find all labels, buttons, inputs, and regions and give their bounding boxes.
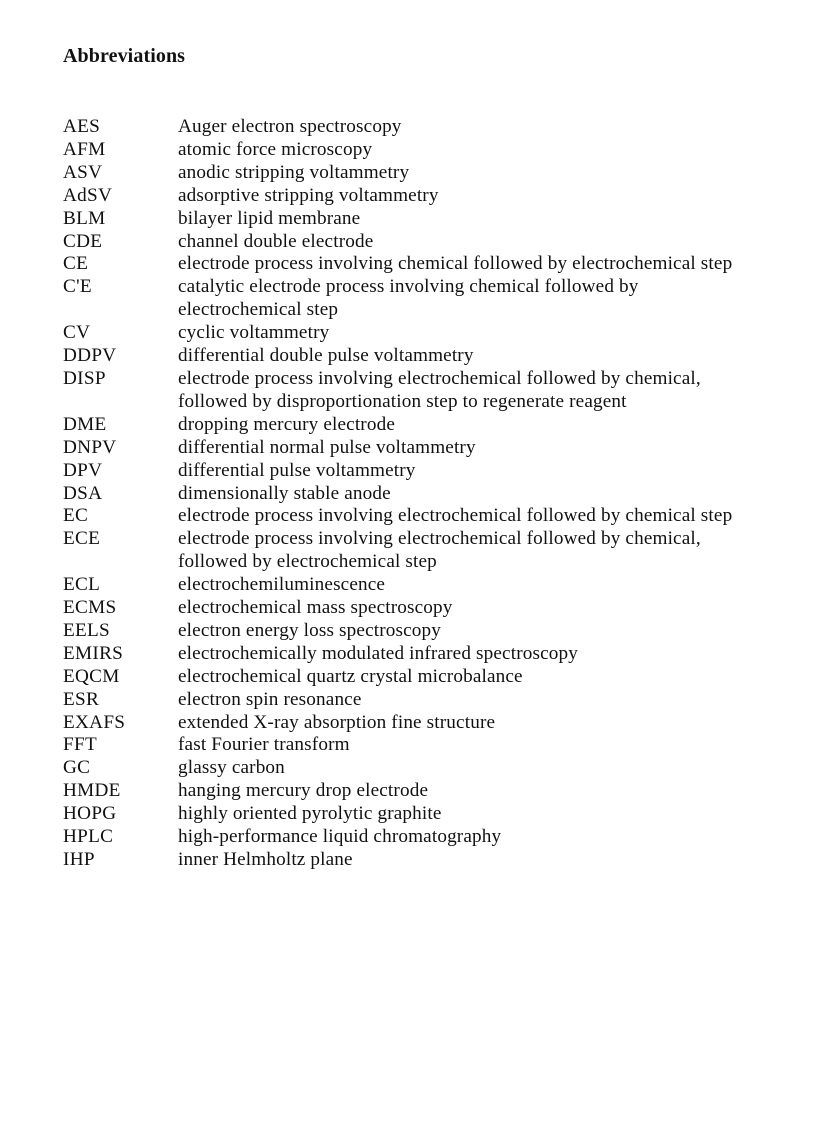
abbreviation-definition: glassy carbon: [178, 757, 285, 779]
abbreviation-term: HPLC: [63, 826, 114, 848]
list-item: [63, 460, 753, 483]
list-item: [63, 345, 753, 368]
abbreviation-term: EC: [63, 505, 89, 527]
abbreviation-term: CE: [63, 253, 89, 275]
abbreviation-term: EQCM: [63, 665, 120, 687]
abbreviation-term: DNPV: [63, 436, 117, 458]
list-item: [63, 162, 753, 185]
list-item: [63, 620, 753, 643]
list-item: [63, 643, 753, 666]
abbreviation-list: [63, 116, 753, 872]
list-item: [63, 689, 753, 712]
abbreviation-definition: fast Fourier transform: [178, 734, 350, 756]
list-item: [63, 368, 753, 414]
abbreviation-definition: high-performance liquid chromatography: [178, 826, 502, 848]
abbreviation-definition: Auger electron spectroscopy: [178, 116, 402, 137]
abbreviation-definition: differential pulse voltammetry: [178, 459, 416, 481]
abbreviation-definition: electrode process involving chemical followed by electrochemical step: [178, 253, 733, 275]
abbreviation-term: ECE: [63, 528, 101, 550]
abbreviation-term: AdSV: [63, 184, 113, 206]
abbreviation-term: DPV: [63, 459, 103, 481]
list-item: [63, 826, 753, 849]
list-item: [63, 437, 753, 460]
abbreviation-term: ECMS: [63, 597, 117, 619]
list-item: [63, 139, 753, 162]
abbreviation-definition: dropping mercury electrode: [178, 413, 396, 435]
abbreviation-definition: electrochemical quartz crystal microbalance: [178, 665, 523, 687]
abbreviation-definition: electrode process involving electrochemical followed by chemical, followed by electrochemical step: [178, 528, 701, 573]
abbreviation-definition: electrochemically modulated infrared spectroscopy: [178, 642, 578, 664]
abbreviation-term: ESR: [63, 688, 100, 710]
abbreviation-term: DSA: [63, 482, 103, 504]
list-item: [63, 757, 753, 780]
abbreviation-term: C'E: [63, 276, 92, 298]
abbreviation-definition: extended X-ray absorption fine structure: [178, 711, 496, 733]
list-item: [63, 505, 753, 528]
abbreviation-term: AFM: [63, 138, 106, 160]
list-item: [63, 712, 753, 735]
list-item: [63, 322, 753, 345]
abbreviation-term: ECL: [63, 574, 101, 596]
list-item: [63, 597, 753, 620]
abbreviation-term: EXAFS: [63, 711, 126, 733]
list-item: [63, 414, 753, 437]
page-title: Abbreviations: [63, 45, 186, 67]
list-item: [63, 208, 753, 231]
abbreviation-term: EELS: [63, 619, 111, 641]
abbreviation-term: EMIRS: [63, 642, 124, 664]
abbreviation-definition: electrochemical mass spectroscopy: [178, 597, 453, 619]
abbreviation-definition: electron spin resonance: [178, 688, 362, 710]
abbreviation-definition: bilayer lipid membrane: [178, 207, 361, 229]
abbreviation-definition: channel double electrode: [178, 230, 374, 252]
abbreviation-definition: atomic force microscopy: [178, 138, 373, 160]
abbreviation-definition: catalytic electrode process involving chemical followed by electrochemical step: [178, 276, 639, 321]
abbreviation-definition: dimensionally stable anode: [178, 482, 391, 504]
abbreviation-definition: adsorptive stripping voltammetry: [178, 184, 439, 206]
list-item: [63, 528, 753, 574]
abbreviation-term: FFT: [63, 734, 97, 756]
list-item: [63, 780, 753, 803]
list-item: [63, 276, 753, 322]
abbreviation-definition: highly oriented pyrolytic graphite: [178, 803, 442, 825]
abbreviation-definition: anodic stripping voltammetry: [178, 161, 410, 183]
list-item: [63, 231, 753, 254]
abbreviation-definition: differential double pulse voltammetry: [178, 345, 474, 367]
list-item: [63, 734, 753, 757]
abbreviation-definition: electrode process involving electrochemical followed by chemical step: [178, 505, 733, 527]
abbreviation-term: IHP: [63, 849, 95, 870]
abbreviation-term: CV: [63, 322, 91, 344]
abbreviation-term: BLM: [63, 207, 106, 229]
list-item: [63, 116, 753, 139]
abbreviation-term: HMDE: [63, 780, 121, 802]
abbreviation-definition: electron energy loss spectroscopy: [178, 619, 442, 641]
list-item: [63, 666, 753, 689]
list-item: [63, 483, 753, 506]
abbreviation-term: DME: [63, 413, 107, 435]
abbreviation-definition: inner Helmholtz plane: [178, 849, 353, 870]
list-item: [63, 574, 753, 597]
abbreviation-term: GC: [63, 757, 91, 779]
list-item: [63, 849, 753, 872]
abbreviation-term: ASV: [63, 161, 103, 183]
abbreviation-term: DDPV: [63, 345, 117, 367]
list-item: [63, 803, 753, 826]
abbreviation-definition: differential normal pulse voltammetry: [178, 436, 476, 458]
list-item: [63, 253, 753, 276]
abbreviation-definition: hanging mercury drop electrode: [178, 780, 429, 802]
abbreviation-term: DISP: [63, 367, 106, 389]
abbreviation-definition: cyclic voltammetry: [178, 322, 330, 344]
abbreviation-definition: electrode process involving electrochemical followed by chemical, followed by disproportionation step to regenerate reagent: [178, 367, 701, 412]
abbreviation-definition: electrochemiluminescence: [178, 574, 386, 596]
list-item: [63, 185, 753, 208]
abbreviation-term: HOPG: [63, 803, 117, 825]
abbreviation-term: AES: [63, 116, 101, 137]
abbreviation-term: CDE: [63, 230, 103, 252]
